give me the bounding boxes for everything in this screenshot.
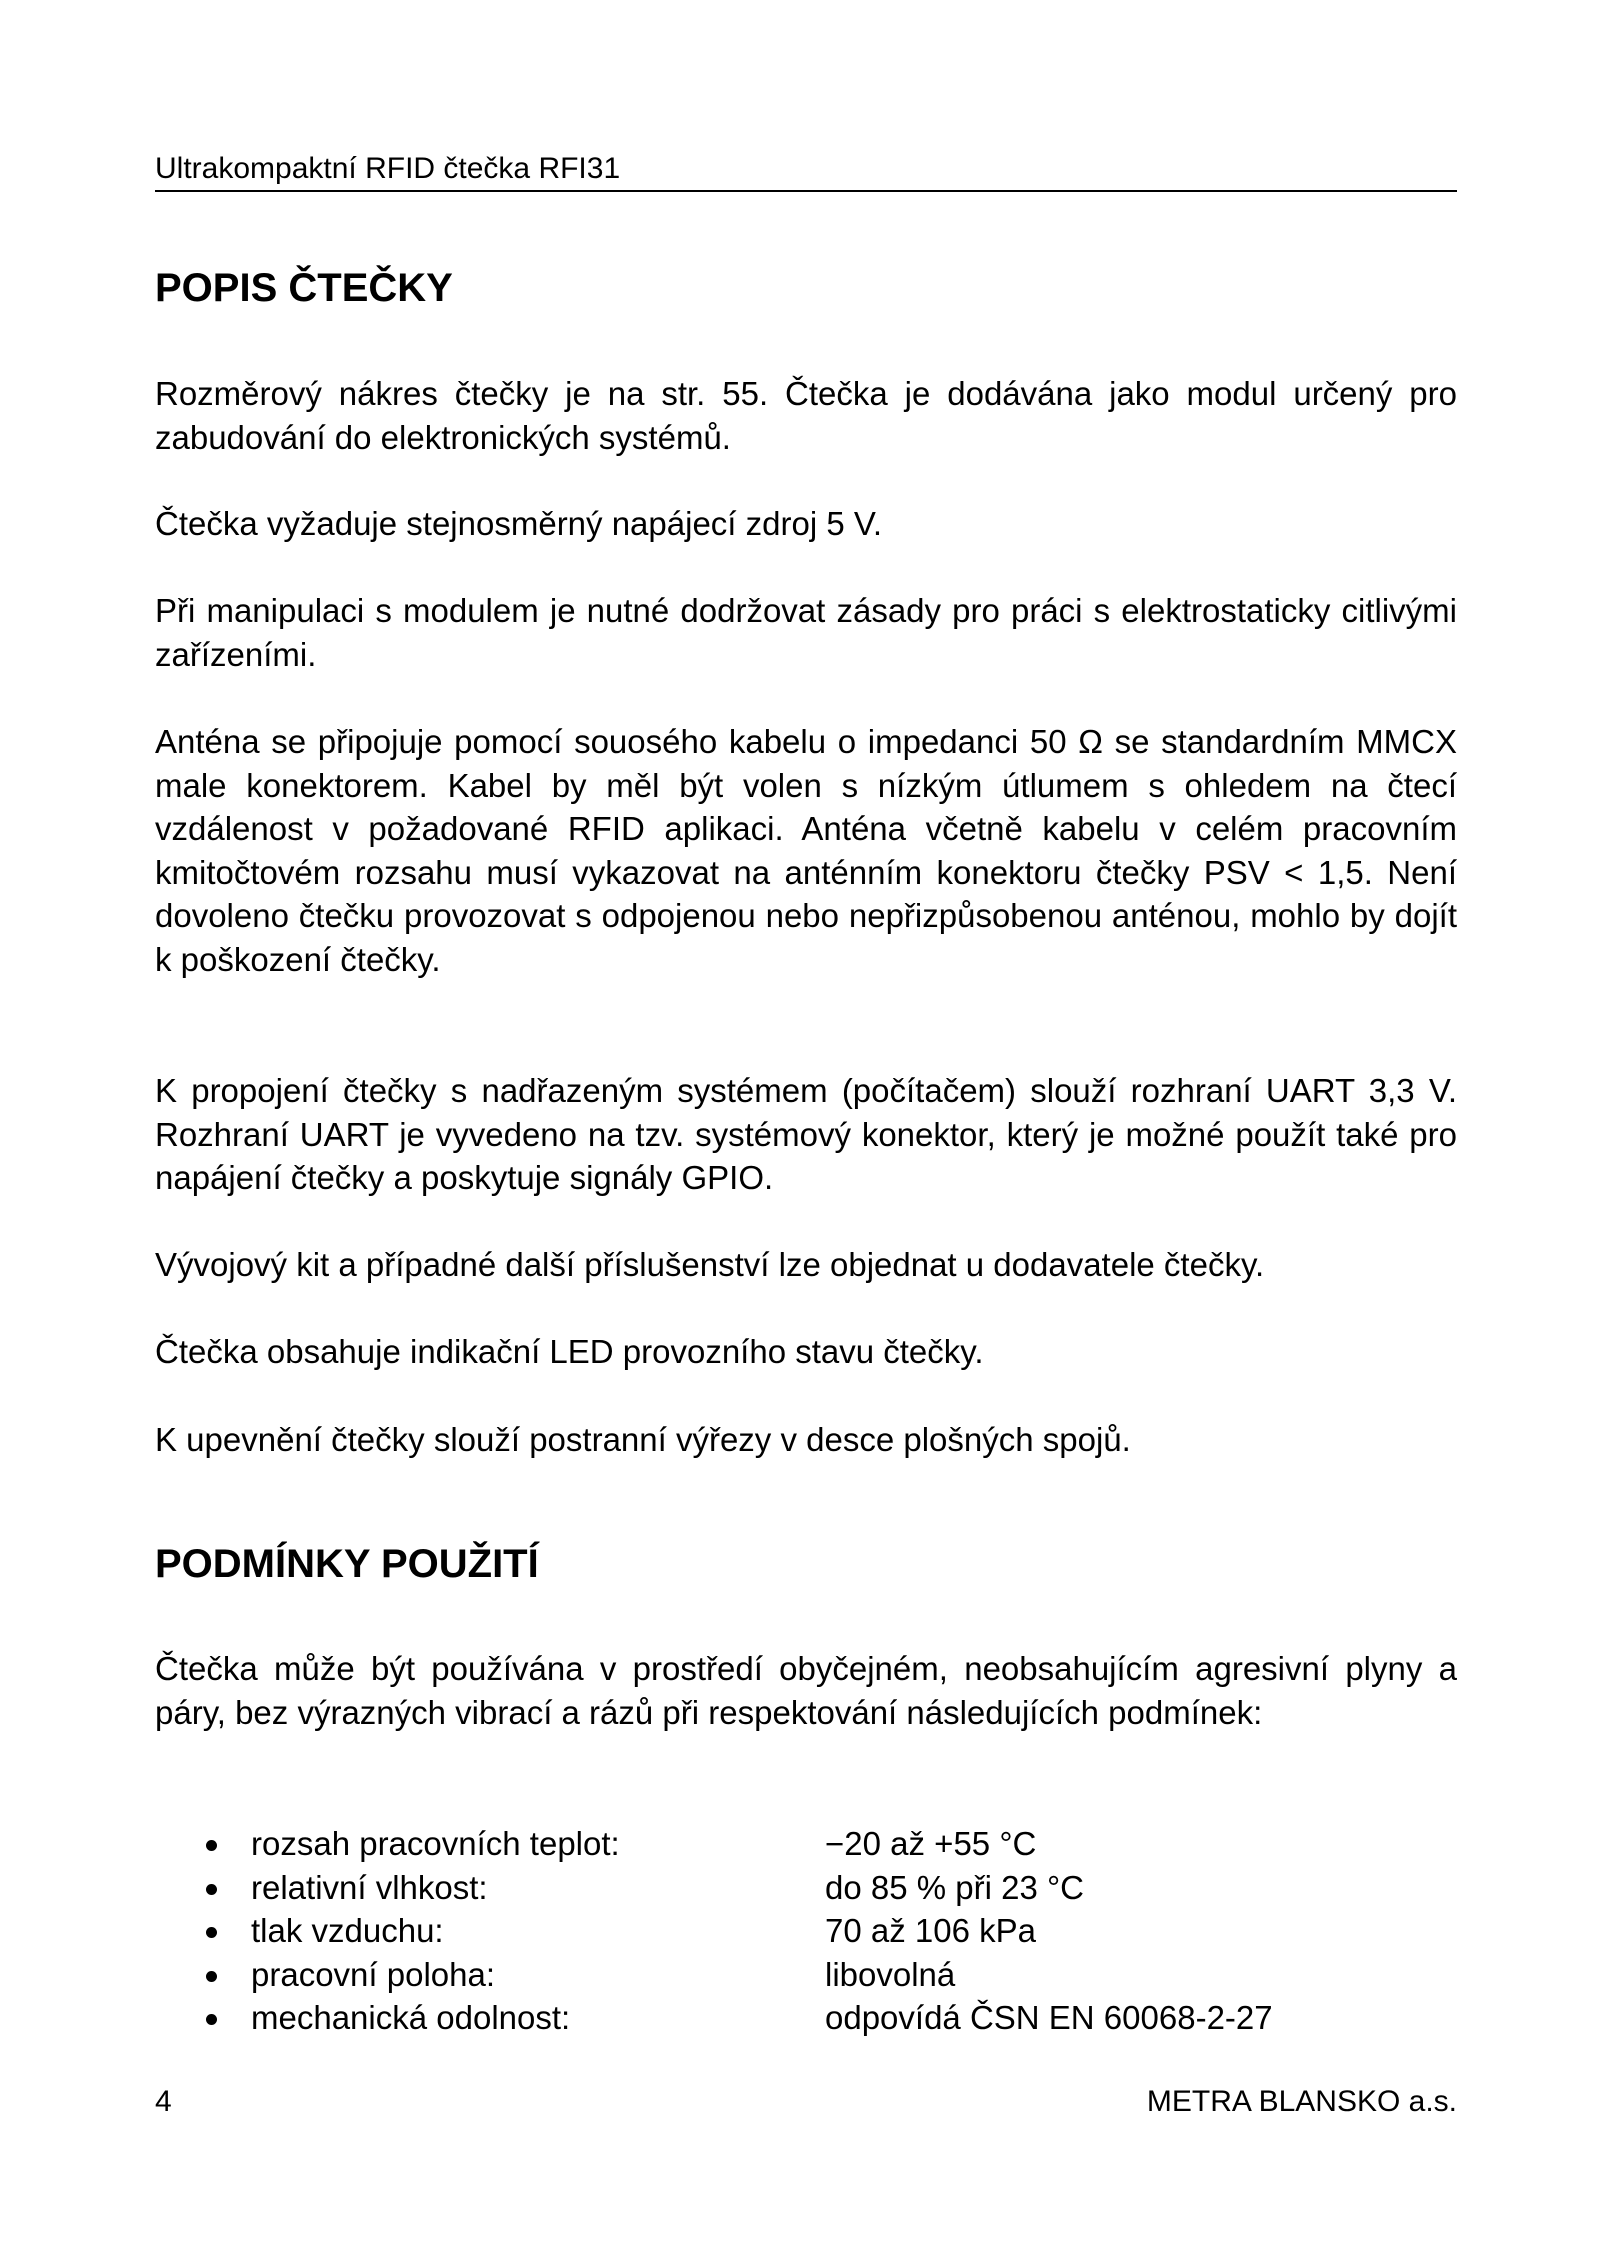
paragraph-uart-interface: K propojení čtečky s nadřazeným systémem (počítačem) slouží rozhraní UART 3,3 V. Rozhraní UART je vyvedeno na tzv. systémový konektor, který je možné použít také pro napájení čtečky a poskytuje signály GPIO. — [155, 1072, 1457, 1196]
list-item — [155, 1866, 1457, 1910]
condition-label: tlak vzduchu: — [251, 1912, 444, 1949]
list-item — [155, 1822, 1457, 1866]
paragraph-led-indicator: Čtečka obsahuje indikační LED provozního stavu čtečky. — [155, 1333, 984, 1370]
paragraph-esd-handling: Při manipulaci s modulem je nutné dodržovat zásady pro práci s elektrostaticky citlivými zařízeními. — [155, 592, 1457, 673]
bullet-icon — [206, 1884, 217, 1895]
condition-value: odpovídá ČSN EN 60068-2-27 — [825, 1999, 1273, 2036]
conditions-list — [155, 1822, 1457, 2040]
condition-value: −20 až +55 °C — [825, 1825, 1037, 1862]
bullet-icon — [206, 1927, 217, 1938]
paragraph-dimensions: Rozměrový nákres čtečky je na str. 55. Čtečka je dodávána jako modul určený pro zabudování do elektronických systémů. — [155, 375, 1457, 456]
condition-value: 70 až 106 kPa — [825, 1912, 1036, 1949]
bullet-icon — [206, 1971, 217, 1982]
section-heading-description: POPIS ČTEČKY — [155, 266, 453, 310]
condition-label: pracovní poloha: — [251, 1955, 496, 1993]
condition-label: mechanická odolnost: — [251, 1999, 571, 2036]
bullet-icon — [206, 1840, 217, 1851]
condition-value: libovolná — [825, 1955, 956, 1993]
list-item — [155, 1953, 1457, 1997]
condition-label: rozsah pracovních teplot: — [251, 1825, 620, 1862]
paragraph-antenna: Anténa se připojuje pomocí souosého kabelu o impedanci 50 Ω se standardním MMCX male konektorem. Kabel by měl být volen s nízkým útlumem s ohledem na čtecí vzdálenost v požadované RFID aplikaci. Anténa včetně kabelu v celém pracovním kmitočtovém rozsahu musí vykazovat na anténním konektoru čtečky PSV < 1,5. Není dovoleno čtečku provozovat s odpojenou nebo nepřizpůsobenou anténou, mohlo by dojít k poškození čtečky. — [155, 723, 1457, 978]
running-header: Ultrakompaktní RFID čtečka RFI31 — [155, 150, 1457, 192]
condition-value: do 85 % při 23 °C — [825, 1868, 1085, 1906]
list-item — [155, 1909, 1457, 1953]
list-item — [155, 1996, 1457, 2040]
condition-label: relativní vlhkost: — [251, 1868, 488, 1906]
paragraph-dev-kit: Vývojový kit a případné další příslušenství lze objednat u dodavatele čtečky. — [155, 1246, 1265, 1283]
section-heading-conditions: PODMÍNKY POUŽITÍ — [155, 1542, 539, 1586]
bullet-icon — [206, 2014, 217, 2025]
paragraph-mounting: K upevnění čtečky slouží postranní výřezy v desce plošných spojů. — [155, 1421, 1131, 1458]
paragraph-power-supply: Čtečka vyžaduje stejnosměrný napájecí zdroj 5 V. — [155, 505, 882, 542]
document-page — [155, 0, 1457, 2264]
page-number: 4 — [155, 2085, 172, 2118]
footer-company: METRA BLANSKO a.s. — [1146, 2085, 1457, 2118]
paragraph-conditions-intro: Čtečka může být používána v prostředí obyčejném, neobsahujícím agresivní plyny a páry, bez výrazných vibrací a rázů při respektování následujících podmínek: — [155, 1650, 1457, 1731]
